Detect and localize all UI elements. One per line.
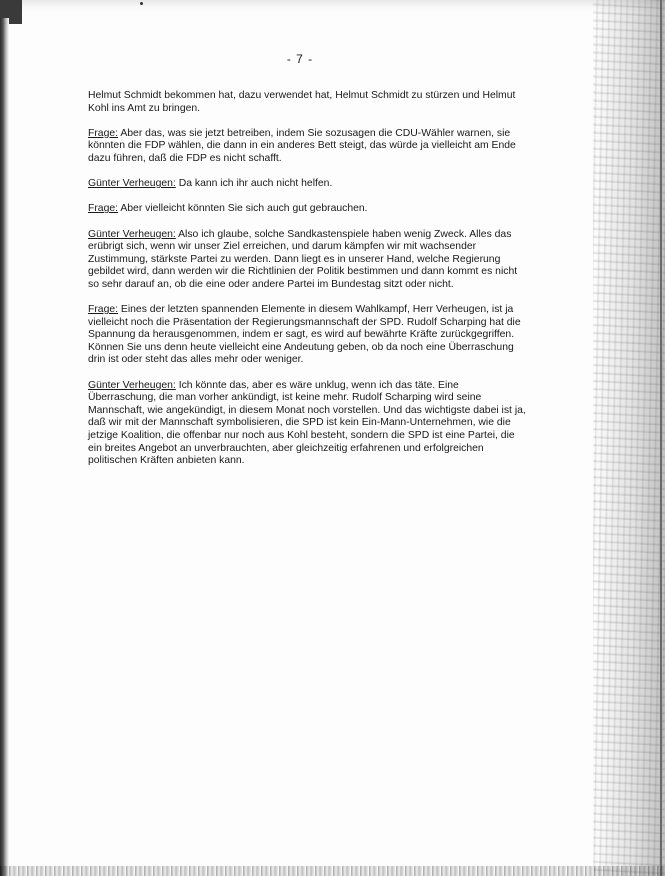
scan-speck — [140, 2, 143, 5]
paragraph-text: Also ich glaube, solche Sandkastenspiele haben wenig Zweck. Alles das erübrigt sich, wenn wir unser Ziel erreichen, und darum kämpfen wir mit wachsender Zustimmung, stärkste Partei zu werden. Dann liegt es in unserer Hand, welche Regierung gebildet wird, dann werden wir die Richtlinien der Politik bestimmen und dann kommt es nicht so sehr darauf an, ob die eine oder andere Partei im Bundestag sitzt oder nicht. — [88, 228, 518, 290]
paragraph-text: Da kann ich ihr auch nicht helfen. — [175, 178, 333, 190]
speaker-label: Frage: — [88, 304, 119, 316]
transcript-paragraph-6 — [88, 304, 528, 367]
paragraph-text: Ich könnte das, aber es wäre unklug, wenn ich das täte. Eine Überraschung, die man vorher ankündigt, ist keine mehr. Rudolf Scharping wird seine Mannschaft, wie angekündigt, in diesem Monat noch vorstellen. Und das wichtigste dabei ist ja, daß wir mit der Mannschaft symbolisieren, die SPD ist kein Ein-Mann-Unternehmen, wie die jetzige Koalition, die offenbar nur noch aus Kohl besteht, sondern die SPD ist eine Partei, die ein breites Angebot an unverbrauchten, aber gleichzeitig erfahrenen und erfolgreichen politischen Kräften anbieten kann. — [88, 379, 526, 467]
paragraph-text: Aber das, was sie jetzt betreiben, indem Sie sozusagen die CDU-Wähler warnen, sie könnten die FDP wählen, die dann in ein anderes Bett steigt, das würde ja vielleicht am Ende dazu führen, daß die FDP es nicht schafft. — [88, 127, 516, 164]
transcript-paragraph-5 — [88, 229, 528, 292]
transcript-paragraph-1 — [88, 90, 528, 115]
page-number: - 7 - — [286, 52, 314, 66]
transcript-paragraph-4 — [88, 203, 528, 216]
speaker-label: Günter Verheugen: — [88, 178, 176, 190]
transcript-paragraph-3 — [88, 178, 528, 191]
scan-left-edge — [0, 18, 9, 876]
paragraph-text: Aber vielleicht könnten Sie sich auch gut gebrauchen. — [118, 203, 368, 215]
paragraph-text: Eines der letzten spannenden Elemente in diesem Wahlkampf, Herr Verheugen, ist ja vielleicht noch die Präsentation der Regierungsmannschaft der SPD. Rudolf Scharping hat die Spannung da herausgenommen, indem er sagt, es wird auf bewährte Kräfte zurückgegriffen. Können Sie uns denn heute vielleicht eine Andeutung geben, ob da noch eine Überraschung drin ist oder steht das alles mehr oder weniger. — [88, 304, 521, 366]
scan-top-edge — [0, 0, 665, 12]
scan-bottom-edge — [0, 866, 665, 876]
speaker-label: Günter Verheugen: — [88, 228, 176, 240]
transcript-paragraph-7 — [88, 380, 528, 468]
paragraph-text: Helmut Schmidt bekommen hat, dazu verwendet hat, Helmut Schmidt zu stürzen und Helmut Kohl ins Amt zu bringen. — [88, 90, 516, 114]
transcript-body — [88, 90, 528, 480]
speaker-label: Günter Verheugen: — [88, 379, 176, 391]
speaker-label: Frage: — [88, 127, 119, 139]
scan-right-noise — [593, 0, 665, 876]
speaker-label: Frage: — [88, 203, 119, 215]
transcript-paragraph-2 — [88, 128, 528, 166]
scan-right-edge-line — [660, 0, 662, 876]
